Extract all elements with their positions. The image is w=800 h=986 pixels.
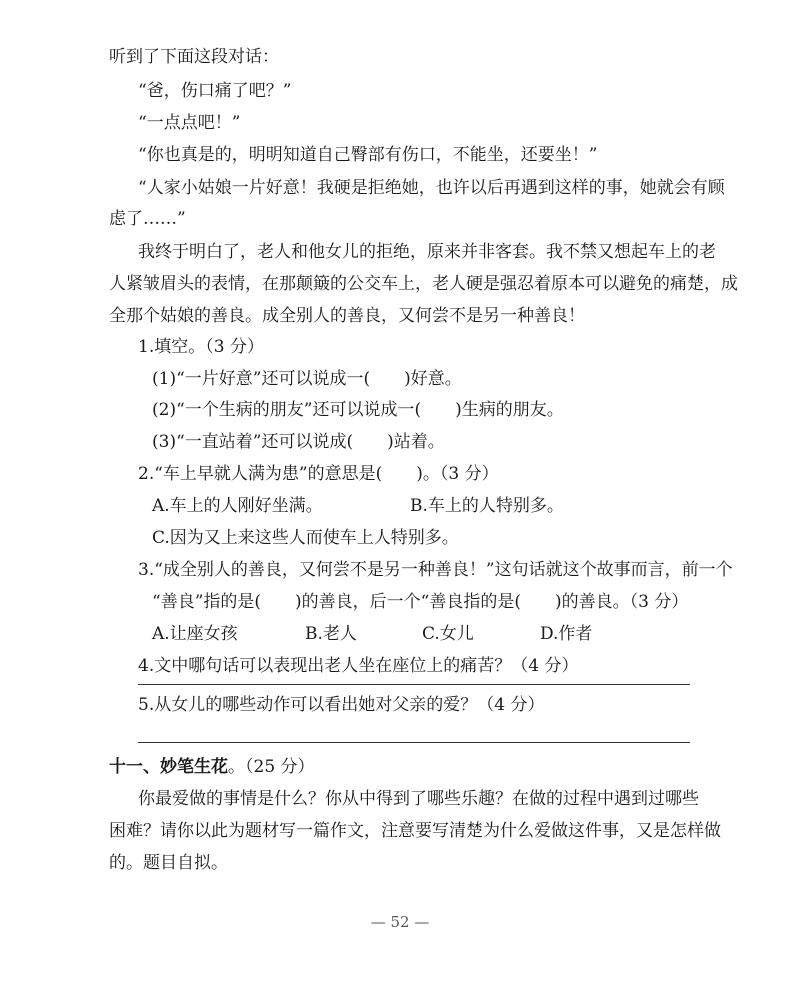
section-11-heading: 十一、妙笔生花 [109,757,228,777]
question-5-title: 5.从女儿的哪些动作可以看出她对父亲的爱？（4 分） [138,695,545,715]
question-2-option-c: C.因为又上来这些人而使车上人特别多。 [152,528,459,548]
section-11-line-1: 你最爱做的事情是什么？你从中得到了哪些乐趣？在做的过程中遇到过哪些 [138,789,699,809]
question-3-line-1: 3.“成全别人的善良，又何尝不是另一种善良！”这句话就这个故事而言，前一个 [138,560,733,580]
question-2-option-a: A.车上的人刚好坐满。 [152,496,323,516]
passage-line-7: 我终于明白了，老人和他女儿的拒绝，原来并非客套。我不禁又想起车上的老 [138,242,716,262]
section-11-line-2: 困难？请你以此为题材写一篇作文，注意要写清楚为什么爱做这件事，又是怎样做 [109,821,721,841]
question-3-line-2: “善良”指的是( )的善良，后一个“善良指的是( )的善良。（3 分） [152,592,689,612]
question-1-item-2: (2)“一个生病的朋友”还可以说成一( )生病的朋友。 [152,400,564,420]
question-3-option-c: C.女儿 [422,624,474,644]
section-11-heading-suffix: 。（25 分） [228,757,315,777]
passage-line-2: “爸，伤口痛了吧？” [138,81,292,101]
passage-line-9: 全那个姑娘的善良。成全别人的善良，又何尝不是另一种善良！ [109,306,585,326]
passage-line-4: “你也真是的，明明知道自己臀部有伤口，不能坐，还要坐！” [138,145,598,165]
question-1-item-1: (1)“一片好意”还可以说成一( )好意。 [152,369,462,389]
passage-line-3: “一点点吧！” [138,113,241,133]
question-1-item-3: (3)“一直站着”还可以说成( )站着。 [152,432,445,452]
passage-line-1: 听到了下面这段对话： [109,47,279,67]
question-4-answer-line[interactable] [138,684,690,685]
question-3-option-d: D.作者 [540,624,593,644]
question-2-option-b: B.车上的人特别多。 [410,496,564,516]
question-4-title: 4.文中哪句话可以表现出老人坐在座位上的痛苦？（4 分） [138,656,579,676]
question-3-option-b: B.老人 [305,624,357,644]
page-number: — 52 — [370,913,430,931]
question-3-option-a: A.让座女孩 [152,624,238,644]
section-11-heading-row [109,756,315,778]
question-5-answer-line[interactable] [138,742,690,743]
section-11-line-3: 的。题目自拟。 [109,853,228,873]
passage-line-6: 虑了……” [109,209,186,229]
passage-line-8: 人紧皱眉头的表情，在那颠簸的公交车上，老人硬是强忍着原本可以避免的痛楚，成 [109,274,738,294]
passage-line-5: “人家小姑娘一片好意！我硬是拒绝她，也许以后再遇到这样的事，她就会有顾 [138,178,725,198]
question-2-title: 2.“车上早就人满为患”的意思是( )。（3 分） [138,464,499,484]
question-1-title: 1.填空。（3 分） [138,337,264,357]
